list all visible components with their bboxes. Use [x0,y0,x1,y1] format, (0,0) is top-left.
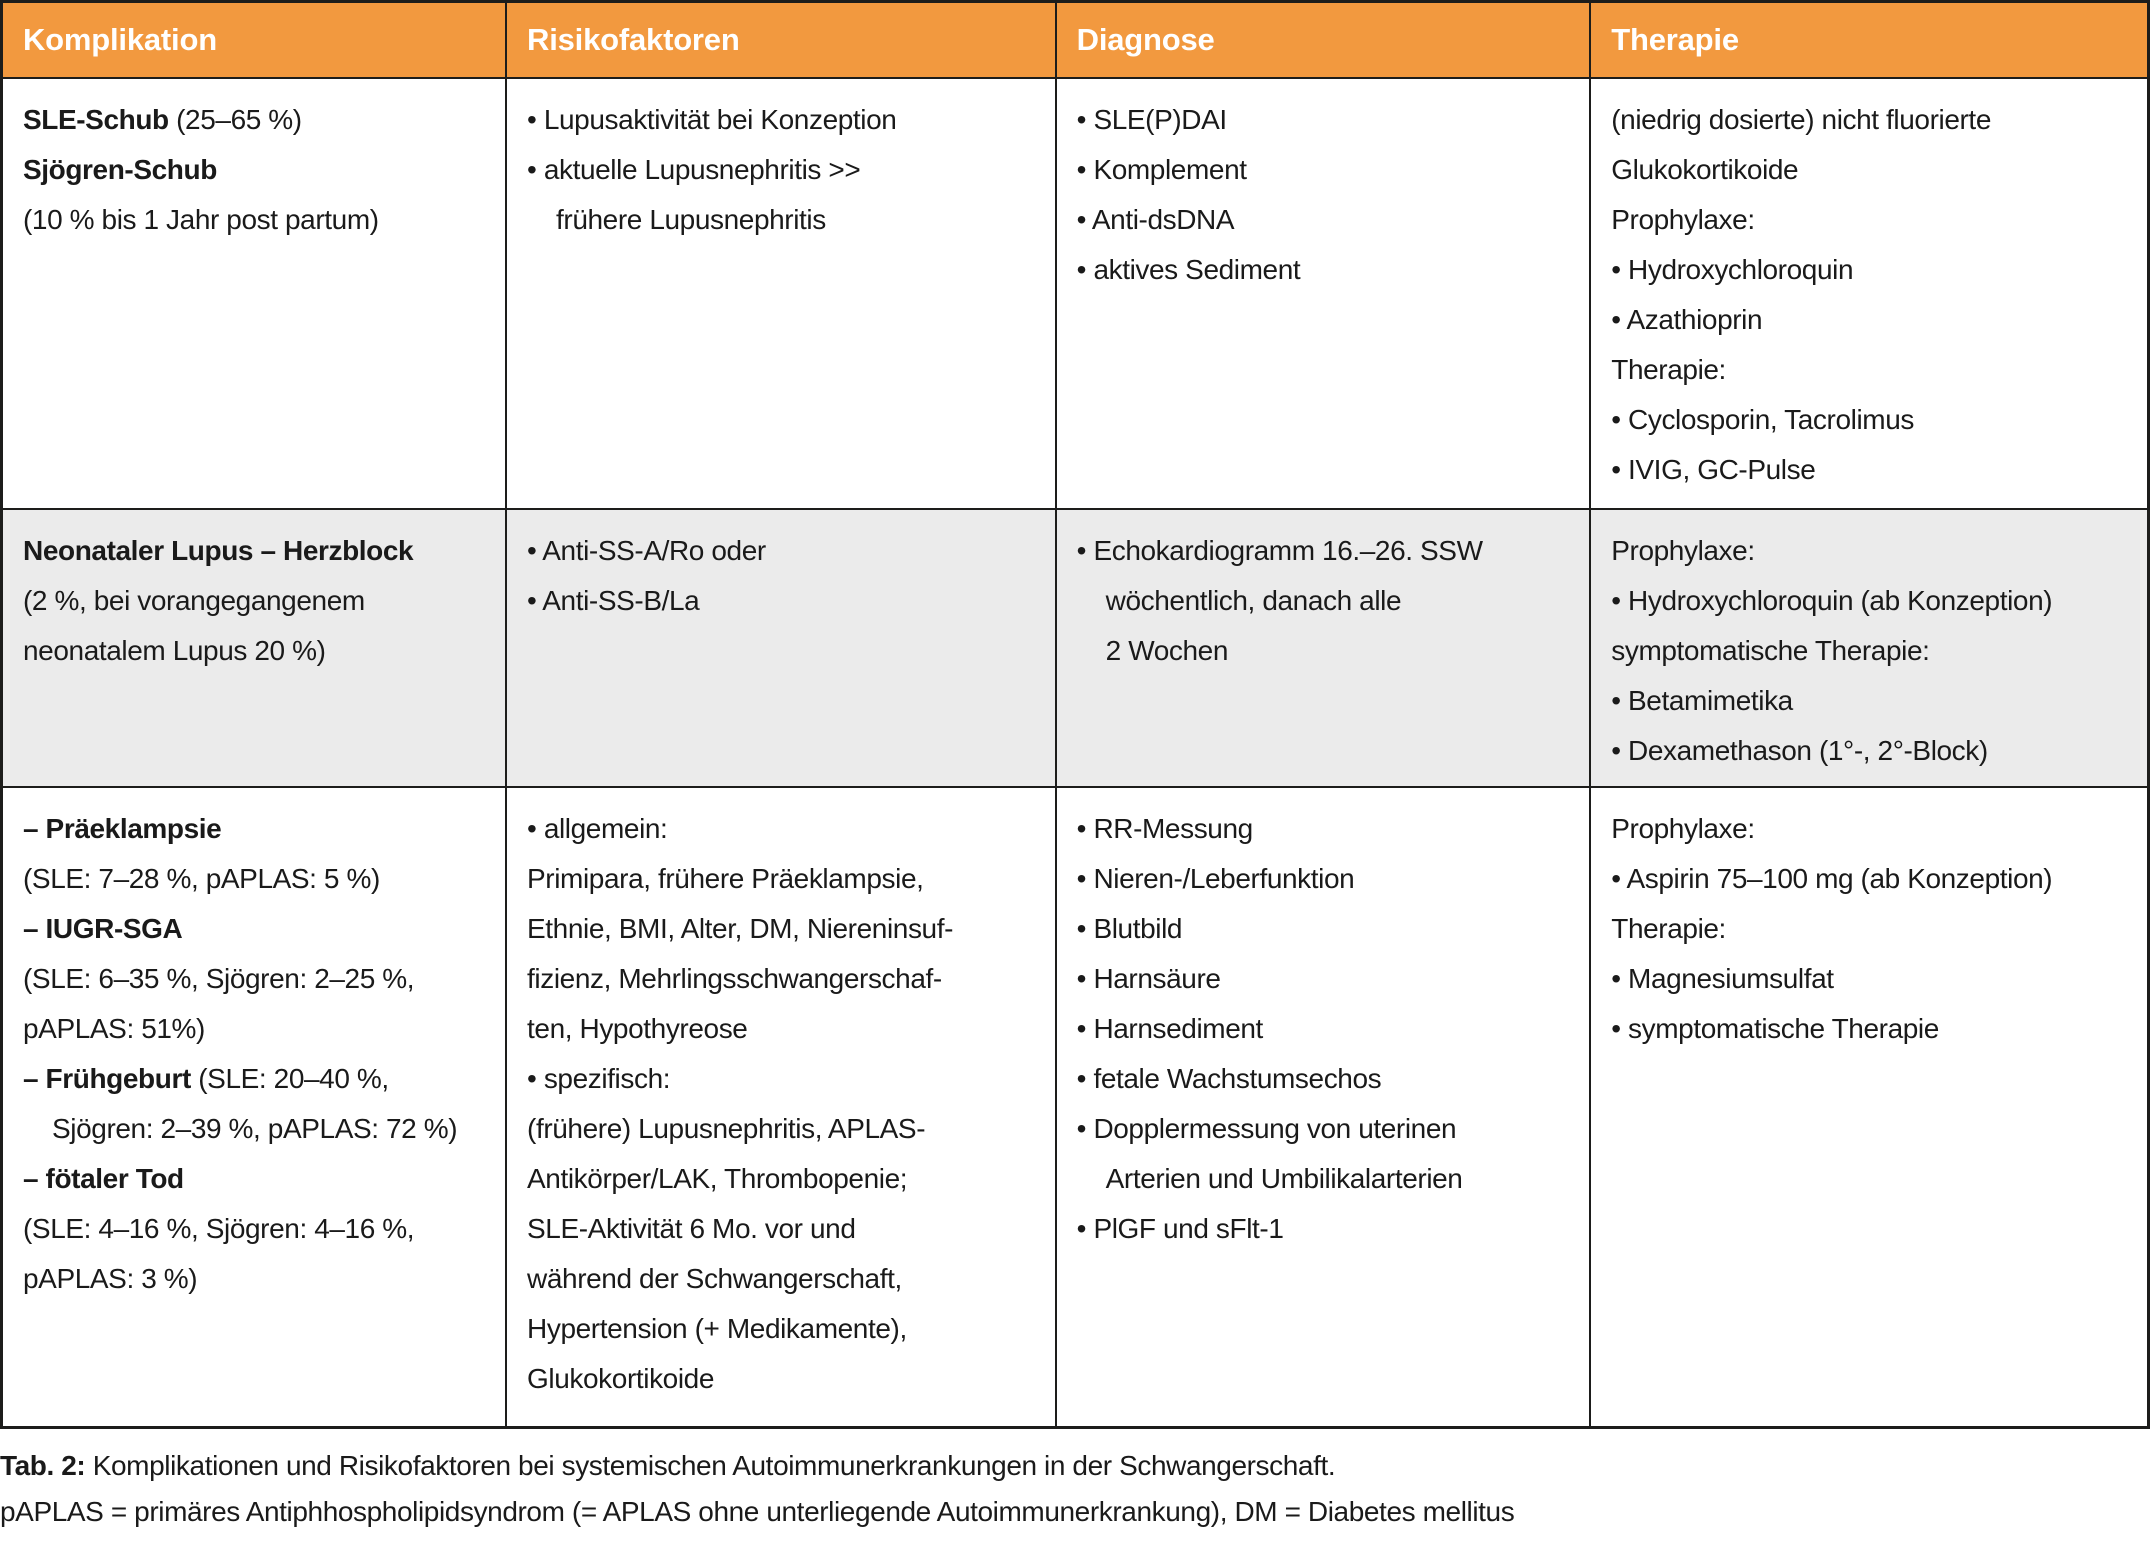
caption-title-text: Komplikationen und Risikofaktoren bei systemischen Autoimmunerkrankungen in der Schwangerschaft. [85,1450,1336,1481]
cell-line: (SLE: 7–28 %, pAPLAS: 5 %) [23,862,380,894]
cell-line: (frühere) Lupusnephritis, APLAS- [527,1112,926,1144]
cell-line: wöchentlich, danach alle [1105,584,1402,616]
cell-line: während der Schwangerschaft, [527,1262,902,1294]
column-header: Therapie [1590,2,2148,78]
column-header: Diagnose [1056,2,1591,78]
cell-line: • Anti-SS-B/La [527,584,700,616]
cell-line: (SLE: 6–35 %, Sjögren: 2–25 %, [23,962,415,994]
cell-line: Sjögren: 2–39 %, pAPLAS: 72 %) [52,1112,458,1144]
cell-line: • Magnesiumsulfat [1611,962,1834,994]
cell-line: • aktuelle Lupusnephritis >> [527,153,861,185]
cell-line: • IVIG, GC-Pulse [1611,453,1816,485]
cell-line: Arterien und Umbilikalarterien [1105,1162,1463,1194]
table-row [2,78,2149,509]
cell-line: • Harnsediment [1076,1012,1263,1044]
cell-line: • allgemein: [527,812,668,844]
cell-line: • PlGF und sFlt-1 [1076,1212,1284,1244]
table-cell [1056,78,1591,509]
cell-line: Ethnie, BMI, Alter, DM, Niereninsuf- [527,912,954,944]
table-body [2,78,2149,1428]
cell-line: • Cyclosporin, Tacrolimus [1611,403,1914,435]
cell-line: pAPLAS: 51%) [23,1012,205,1044]
cell-line: neonatalem Lupus 20 %) [23,634,326,666]
cell-line: Hypertension (+ Medikamente), [527,1312,907,1344]
cell-line: – IUGR-SGA [23,912,183,944]
column-header: Komplikation [2,2,507,78]
cell-line: Therapie: [1611,353,1726,385]
cell-line: • spezifisch: [527,1062,671,1094]
cell-line: (niedrig dosierte) nicht fluorierte [1611,103,1991,135]
cell-line: • Anti-dsDNA [1076,203,1235,235]
cell-line: (10 % bis 1 Jahr post partum) [23,203,379,235]
table-cell [2,787,507,1428]
table-cell [1056,509,1591,787]
table-cell [506,787,1056,1428]
cell-line: Glukokortikoide [527,1362,715,1394]
cell-line: • SLE(P)DAI [1076,103,1227,135]
cell-line: pAPLAS: 3 %) [23,1262,198,1294]
cell-line: • Blutbild [1076,912,1183,944]
cell-line: • symptomatische Therapie [1611,1012,1939,1044]
table-cell [1056,787,1591,1428]
table-row [2,509,2149,787]
column-header: Risikofaktoren [506,2,1056,78]
cell-line: (SLE: 4–16 %, Sjögren: 4–16 %, [23,1212,415,1244]
cell-line: • Azathioprin [1611,303,1763,335]
caption-label: Tab. 2: [0,1450,86,1481]
cell-line: Therapie: [1611,912,1726,944]
caption-abbreviations-line: pAPLAS = primäres Antiphhospholipidsyndrom (= APLAS ohne unterliegende Autoimmunerkrankung), DM = Diabetes mellitus [0,1496,1515,1527]
cell-line: • Betamimetika [1611,684,1793,716]
cell-line: • Dopplermessung von uterinen [1076,1112,1457,1144]
cell-line: symptomatische Therapie: [1611,634,1930,666]
cell-line: Glukokortikoide [1611,153,1799,185]
cell-line: fizienz, Mehrlingsschwangerschaf- [527,962,942,994]
cell-line: • Aspirin 75–100 mg (ab Konzeption) [1611,862,2053,894]
cell-line: frühere Lupusnephritis [556,203,826,235]
caption-title-line [0,1443,2150,1489]
cell-line: – fötaler Tod [23,1162,184,1194]
cell-line: Neonataler Lupus – Herzblock [23,534,414,566]
table-cell [2,78,507,509]
table-cell [1590,787,2148,1428]
cell-line: – Präeklampsie [23,812,222,844]
cell-line: • Anti-SS-A/Ro oder [527,534,766,566]
cell-line: SLE-Schub (25–65 %) [23,103,302,135]
cell-line: Primipara, frühere Präeklampsie, [527,862,924,894]
cell-line: • Lupusaktivität bei Konzeption [527,103,897,135]
table-header-row [2,2,2149,78]
cell-line: • Nieren-/Leberfunktion [1076,862,1355,894]
cell-line: – Frühgeburt (SLE: 20–40 %, [23,1062,389,1094]
cell-line: ten, Hypothyreose [527,1012,748,1044]
cell-line: (2 %, bei vorangegangenem [23,584,365,616]
cell-line: • aktives Sediment [1076,253,1301,285]
cell-line: 2 Wochen [1105,634,1229,666]
table-row [2,787,2149,1428]
table-cell [1590,78,2148,509]
table-cell [506,78,1056,509]
cell-line: • Dexamethason (1°-, 2°-Block) [1611,734,1988,766]
cell-line: • Harnsäure [1076,962,1221,994]
cell-line: Prophylaxe: [1611,812,1755,844]
table-caption [0,1443,2150,1535]
cell-line: • RR-Messung [1076,812,1253,844]
cell-line: Antikörper/LAK, Thrombopenie; [527,1162,908,1194]
table-cell [1590,509,2148,787]
cell-line: • Echokardiogramm 16.–26. SSW [1076,534,1483,566]
cell-line: • Komplement [1076,153,1247,185]
cell-line: SLE-Aktivität 6 Mo. vor und [527,1212,856,1244]
cell-line: Prophylaxe: [1611,534,1755,566]
cell-line: • Hydroxychloroquin [1611,253,1854,285]
cell-line: • Hydroxychloroquin (ab Konzeption) [1611,584,2053,616]
table-cell [506,509,1056,787]
cell-line: Prophylaxe: [1611,203,1755,235]
table-cell [2,509,507,787]
cell-line: Sjögren-Schub [23,153,217,185]
cell-line: • fetale Wachstumsechos [1076,1062,1382,1094]
